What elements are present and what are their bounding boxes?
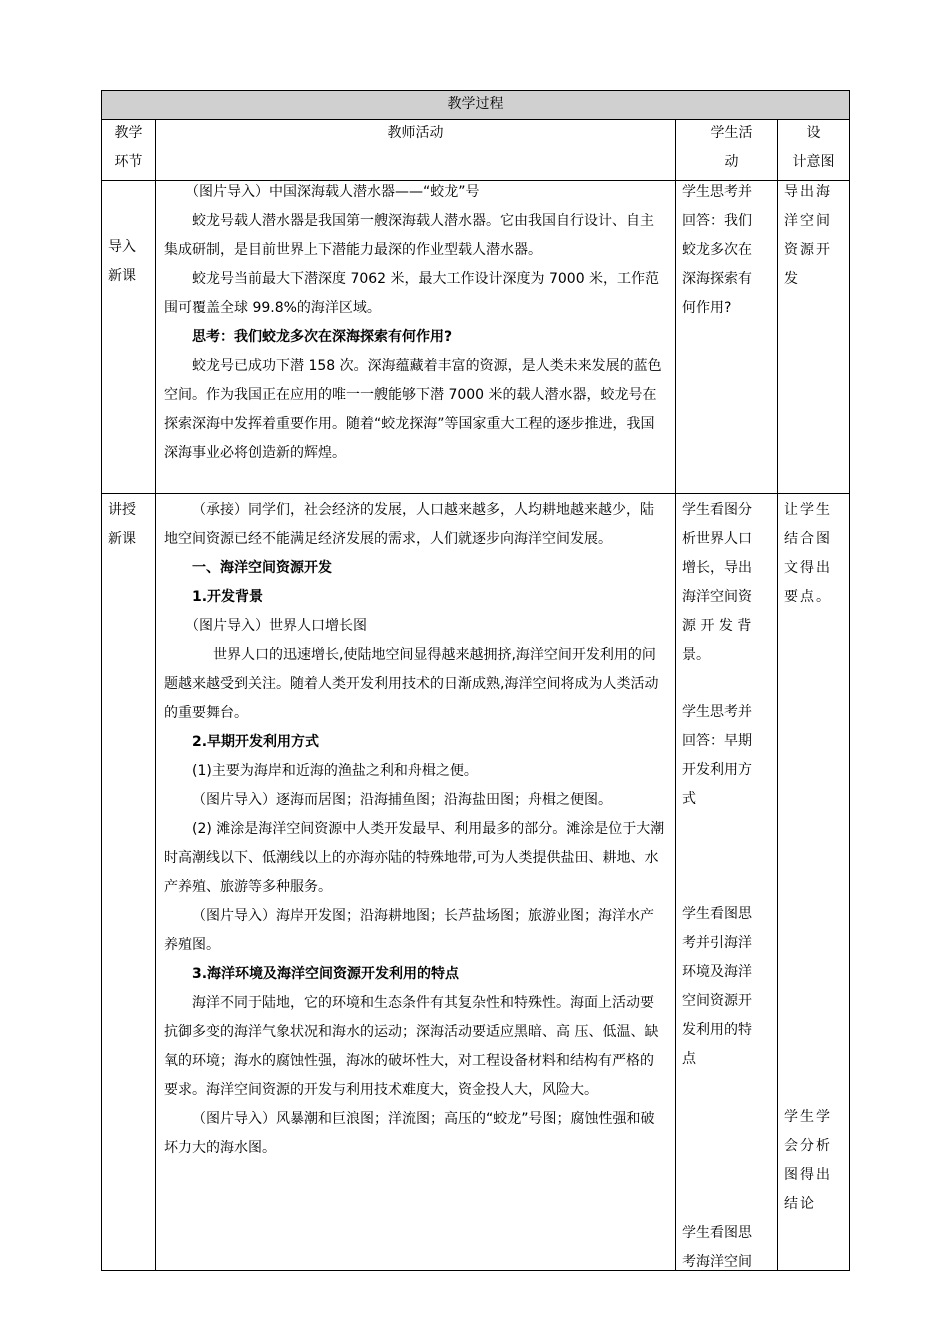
stage-text: 新课: [108, 531, 136, 547]
student-text: 景。: [682, 647, 710, 663]
student-text: 回答：早期: [682, 733, 752, 749]
divider: [102, 493, 849, 494]
student-text: 深海探索有: [682, 271, 752, 287]
paragraph: (2) 滩涂是海洋空间资源中人类开发最早、利用最多的部分。滩涂是位于大潮时高潮线以下、低潮线以上的亦海亦陆的特殊地带,可为人类提供盐田、耕地、水产养殖、旅游等多种服务。: [164, 821, 665, 895]
section-heading: 一、海洋空间资源开发: [192, 560, 332, 576]
row2-teacher: [164, 496, 667, 1163]
student-text: 源 开 发 背: [682, 618, 752, 634]
subsection-heading: 2.早期开发利用方式: [192, 734, 320, 750]
row1-intent: [784, 178, 848, 294]
student-text: 何作用?: [682, 300, 732, 316]
paragraph: 世界人口的迅速增长,使陆地空间显得越来越拥挤,海洋空间开发利用的问题越来越受到关注。随着人类开发利用技术的日渐成熟,海洋空间将成为人类活动的重要舞台。: [164, 647, 659, 721]
student-text: 式: [682, 791, 696, 807]
header-text: 教师活动: [387, 125, 444, 141]
divider: [675, 119, 676, 1270]
student-text: 析世界人口: [682, 531, 752, 547]
student-text: 学生看图分: [682, 502, 752, 518]
intent-text: 资源开: [784, 242, 832, 258]
teaching-process-table: [101, 90, 850, 1271]
intent-text: 会分析: [784, 1138, 832, 1154]
header-teacher: [156, 119, 675, 148]
intent-text: 结论: [784, 1196, 816, 1212]
paragraph: (1)主要为海岸和近海的渔盐之利和舟楫之便。: [192, 763, 478, 779]
intent-text: 结合图: [784, 531, 832, 547]
row2-stage: [108, 496, 154, 554]
stage-text: 讲授: [108, 502, 136, 518]
stage-text: 导入: [108, 239, 136, 255]
intent-text: 导出海: [784, 184, 832, 200]
student-text: 空间资源开: [682, 993, 752, 1009]
header-student: [676, 119, 777, 177]
paragraph: （图片导入）风暴潮和巨浪图；洋流图；高压的“蛟龙”号图；腐蚀性强和破坏力大的海水图。: [164, 1111, 655, 1156]
header-text: 教学: [114, 125, 143, 141]
row2-student-3: [682, 900, 775, 1074]
row1-teacher: [164, 178, 667, 468]
student-text: 海洋空间资: [682, 589, 752, 605]
row2-student-1: [682, 496, 775, 670]
row2-student-4: [682, 1219, 775, 1277]
paragraph: （图片导入）世界人口增长图: [185, 618, 367, 634]
header-stage: [102, 119, 155, 177]
student-text: 考并引海洋: [682, 935, 752, 951]
paragraph: 蛟龙号已成功下潜 158 次。深海蕴藏着丰富的资源，是人类未来发展的蓝色空间。作为我国正在应用的唯一一艘能够下潜 7000 米的载人潜水器，蛟龙号在探索深海中发挥着重要作用。随着“蛟龙探海”等国家重大工程的逐步推进，我国深海事业必将创造新的辉煌。: [164, 358, 662, 461]
intent-text: 要点。: [784, 589, 832, 605]
student-text: 学生思考并: [682, 184, 752, 200]
student-text: 环境及海洋: [682, 964, 752, 980]
stage-text: 新课: [108, 268, 136, 284]
paragraph: （图片导入）海岸开发图；沿海耕地图；长芦盐场图；旅游业图；海洋水产养殖图。: [164, 908, 654, 953]
paragraph: 海洋不同于陆地，它的环境和生态条件有其复杂性和特殊性。海面上活动要抗御多变的海洋气象状况和海水的运动；深海活动要适应黑暗、高 压、低温、缺氧的环境；海水的腐蚀性强，海冰的破坏性大，对工程设备材料和结构有严格的要求。海洋空间资源的开发与利用技术难度大，资金投人大，风险大。: [164, 995, 659, 1098]
student-text: 蛟龙多次在: [682, 242, 752, 258]
header-text: 设: [806, 125, 821, 141]
intent-text: 图得出: [784, 1167, 832, 1183]
paragraph: （图片导入）逐海而居图；沿海捕鱼图；沿海盐田图；舟楫之便图。: [192, 792, 612, 808]
intent-text: 洋空间: [784, 213, 832, 229]
row1-stage: [108, 233, 154, 291]
row2-intent-2: [784, 1103, 848, 1219]
divider: [155, 119, 156, 1270]
intent-text: 让学生: [784, 502, 832, 518]
divider: [777, 119, 778, 1270]
student-text: 学生看图思: [682, 906, 752, 922]
header-text: 计意图: [792, 154, 835, 170]
paragraph: 蛟龙号当前最大下潜深度 7062 米，最大工作设计深度为 7000 米，工作范围可覆盖全球 99.8%的海洋区域。: [164, 271, 660, 316]
student-text: 增长，导出: [682, 560, 752, 576]
student-text: 发利用的特: [682, 1022, 752, 1038]
student-text: 开发利用方: [682, 762, 752, 778]
student-text: 学生思考并: [682, 704, 752, 720]
student-text: 考海洋空间: [682, 1254, 752, 1270]
paragraph: （承接）同学们，社会经济的发展，人口越来越多，人均耕地越来越少，陆地空间资源已经不能满足经济发展的需求，人们就逐步向海洋空间发展。: [164, 502, 654, 547]
row2-intent-1: [784, 496, 848, 612]
table-title: 教学过程: [102, 91, 849, 119]
header-text: 学生活: [710, 125, 753, 141]
row1-student: [682, 178, 775, 323]
header-intent: [778, 119, 849, 177]
student-text: 点: [682, 1051, 696, 1067]
intent-text: 发: [784, 271, 800, 287]
intent-text: 学生学: [784, 1109, 832, 1125]
paragraph-question: 思考：我们蛟龙多次在深海探索有何作用?: [192, 329, 453, 345]
student-text: 学生看图思: [682, 1225, 752, 1241]
student-text: 回答：我们: [682, 213, 752, 229]
intent-text: 文得出: [784, 560, 832, 576]
row2-student-2: [682, 698, 775, 814]
subsection-heading: 3.海洋环境及海洋空间资源开发利用的特点: [192, 966, 460, 982]
paragraph: （图片导入）中国深海载人潜水器——“蛟龙”号: [185, 184, 480, 200]
header-text: 环节: [114, 154, 143, 170]
subsection-heading: 1.开发背景: [192, 589, 264, 605]
paragraph: 蛟龙号载人潜水器是我国第一艘深海载人潜水器。它由我国自行设计、自主集成研制，是目前世界上下潜能力最深的作业型载人潜水器。: [164, 213, 654, 258]
header-text: 动: [724, 154, 739, 170]
